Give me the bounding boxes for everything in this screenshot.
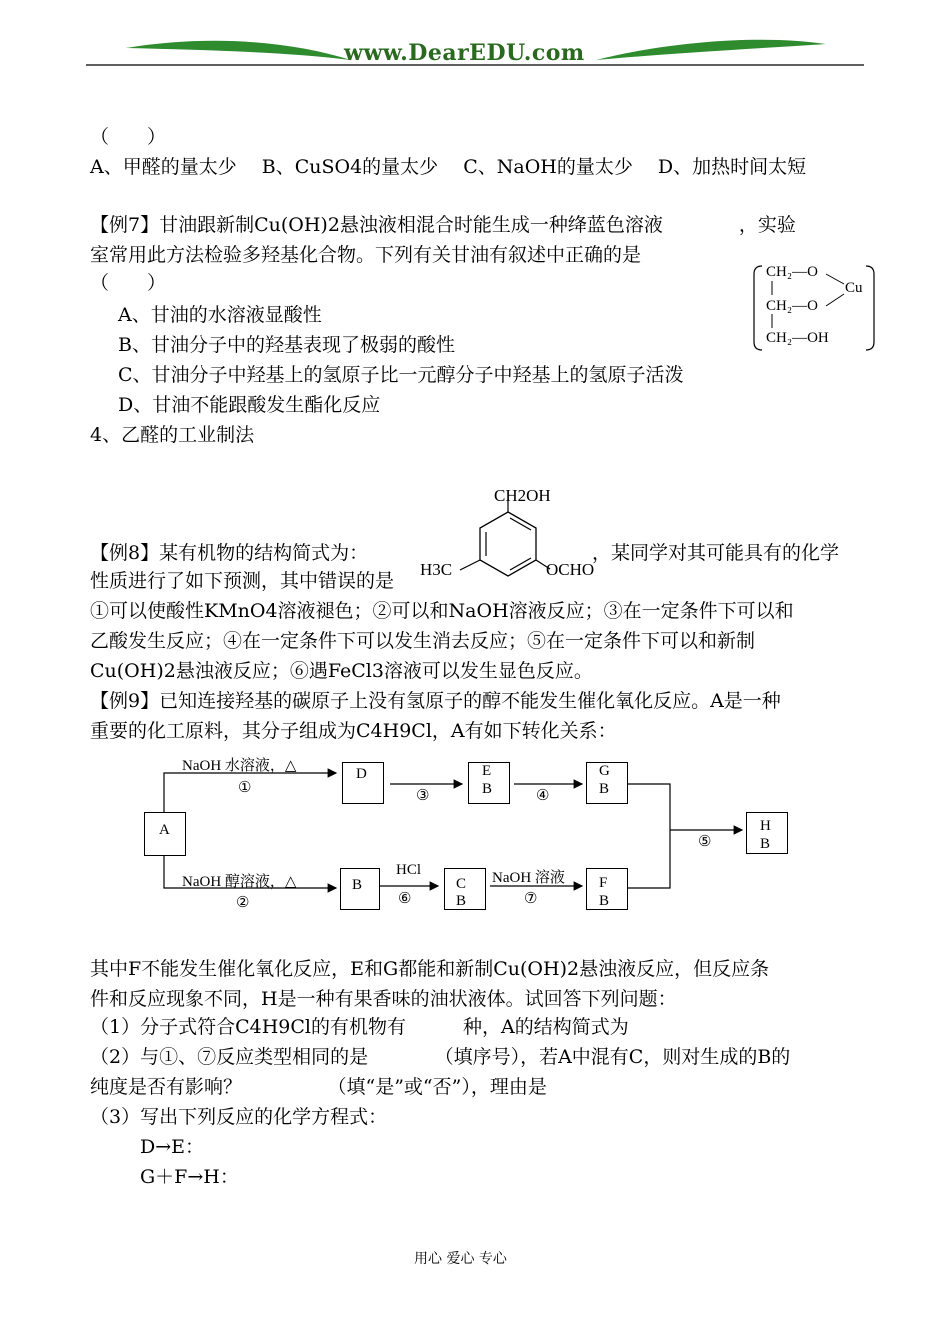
node-g-sub: B (599, 781, 610, 797)
step-4: ④ (536, 788, 550, 804)
structure-row3: CH₂—OH (766, 330, 829, 346)
cond-naoh-sol: NaOH 溶液 (492, 870, 565, 886)
cond-naoh-aq: NaOH 水溶液，△ (182, 758, 297, 774)
benzene-right-group: OCHO (546, 560, 595, 579)
structure-metal: Cu (845, 280, 863, 296)
ex8-line1b: ，某同学对其可能具有的化学 (592, 542, 840, 564)
node-f-label: F (599, 875, 608, 891)
ex9-line2: 重要的化工原料，其分子组成为C4H9Cl，A有如下转化关系： (90, 720, 617, 742)
ex8-line3: ①可以使酸性KMnO4溶液褪色；②可以和NaOH溶液反应；③在一定条件下可以和 (90, 600, 794, 622)
step-5: ⑤ (698, 834, 712, 850)
ex8-line2: 性质进行了如下预测，其中错误的是 (90, 570, 395, 592)
benzene-left-group: H3C (420, 560, 453, 579)
step-2: ② (236, 895, 250, 911)
header-banner (86, 30, 866, 70)
ex9-question-2: （2）与①、⑦反应类型相同的是 （填序号），若A中混有C，则对生成的B的 (90, 1046, 791, 1068)
node-c-sub: B (456, 893, 467, 909)
ex7-line1: 【例7】甘油跟新制Cu(OH)2悬浊液相混合时能生成一种绛蓝色溶液 ，实验 (90, 214, 796, 236)
ex9-line1: 【例9】已知连接羟基的碳原子上没有氢原子的醇不能发生催化氧化反应。A是一种 (90, 690, 781, 712)
step-7: ⑦ (524, 891, 538, 907)
step-3: ③ (416, 788, 430, 804)
ex8-line5: Cu(OH)2悬浊液反应；⑥遇FeCl3溶液可以发生显色反应。 (90, 660, 593, 682)
prev-question-blank: （ ） (90, 126, 167, 148)
ex7-blank: （ ） (90, 272, 167, 294)
benzene-top-group: CH2OH (494, 486, 551, 505)
reaction-flow-diagram (140, 750, 800, 920)
node-e-sub: B (482, 781, 493, 797)
node-f-sub: B (599, 893, 610, 909)
node-h-label: H (760, 818, 771, 834)
node-a-label: A (159, 822, 170, 838)
ex9-question-3: （3）写出下列反应的化学方程式： (90, 1106, 388, 1128)
ex7-line2: 室常用此方法检验多羟基化合物。下列有关甘油有叙述中正确的是 (90, 244, 642, 266)
structure-row2: CH₂—O (766, 298, 818, 314)
ex9-equation-gfh: G＋F→H： (140, 1166, 239, 1188)
page-footer: 用心 爱心 专心 (414, 1251, 507, 1267)
ex9-question-2b: 纯度是否有影响？ （填“是”或“否”），理由是 (90, 1076, 547, 1098)
ex9-equation-de: D→E： (140, 1136, 205, 1158)
ex7-option-b: B、甘油分子中的羟基表现了极弱的酸性 (118, 334, 455, 356)
ex9-para1: 其中F不能发生催化氧化反应，E和G都能和新制Cu(OH)2悬浊液反应，但反应条 (90, 958, 770, 980)
node-e-label: E (482, 763, 492, 779)
step-6: ⑥ (398, 891, 412, 907)
ex7-option-a: A、甘油的水溶液显酸性 (118, 304, 322, 326)
node-h-sub: B (760, 836, 771, 852)
ex7-option-c: C、甘油分子中羟基上的氢原子比一元醇分子中羟基上的氢原子活泼 (118, 364, 684, 386)
benzene-structure (418, 482, 608, 587)
cond-hcl: HCl (396, 862, 422, 878)
node-b-label: B (352, 877, 363, 893)
ex8-line4: 乙酸发生反应；④在一定条件下可以发生消去反应；⑤在一定条件下可以和新制 (90, 630, 756, 652)
ex9-question-1: （1）分子式符合C4H9Cl的有机物有 种，A的结构简式为 (90, 1016, 629, 1038)
prev-question-options: A、甲醛的量太少 B、CuSO4的量太少 C、NaOH的量太少 D、加热时间太短 (90, 156, 807, 178)
structure-row1: CH₂—O (766, 264, 818, 280)
node-c-label: C (456, 876, 467, 892)
glycerol-copper-structure (752, 262, 877, 354)
ex9-para2: 件和反应现象不同，H是一种有果香味的油状液体。试回答下列问题： (90, 988, 677, 1010)
section-4-title: 4、乙醛的工业制法 (90, 424, 255, 446)
cond-naoh-alc: NaOH 醇溶液，△ (182, 874, 297, 890)
site-logo-text[interactable]: www.DearEDU.com (344, 40, 585, 66)
node-d-label: D (356, 766, 367, 782)
node-g-label: G (599, 763, 610, 779)
ex8-line1: 【例8】某有机物的结构简式为： (90, 542, 369, 564)
ex7-option-d: D、甘油不能跟酸发生酯化反应 (118, 394, 381, 416)
step-1: ① (238, 780, 252, 796)
